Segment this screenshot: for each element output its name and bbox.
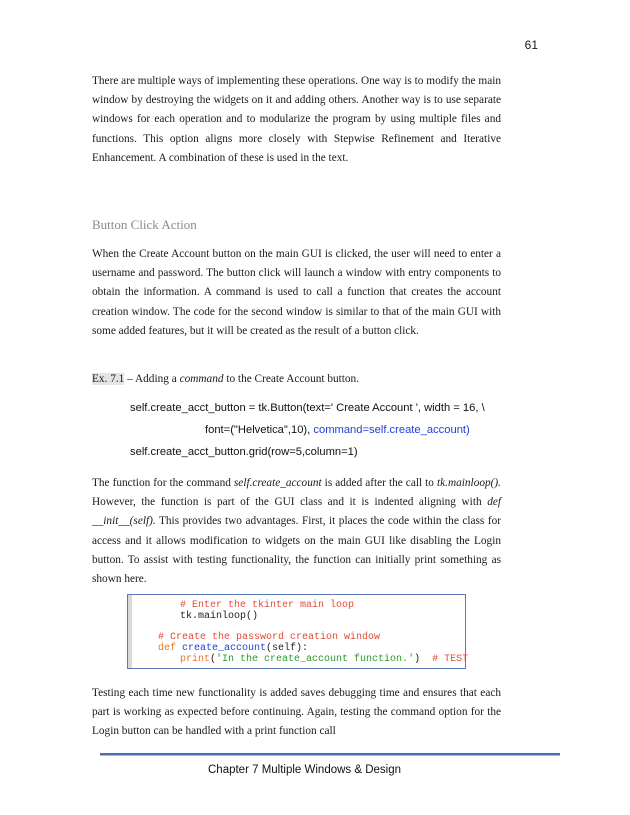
code-line-2-plain: font=("Helvetica",10), (205, 424, 314, 436)
code-print-comment: # TEST (432, 654, 469, 665)
code-gutter (128, 595, 132, 668)
code-print-open: ( (210, 654, 217, 665)
page-number: 61 (524, 38, 538, 52)
code-line-1: self.create_acct_button = tk.Button(text=' Create Account ', width = 16, \ (130, 402, 485, 414)
function-paragraph (92, 474, 501, 589)
example-label: Ex. 7.1 (92, 373, 125, 385)
example-rest: to the Create Account button. (223, 373, 360, 385)
fp-text-1: The function for the command (92, 477, 234, 489)
footer-chapter: Chapter 7 Multiple Windows & Design (208, 764, 402, 776)
code-print-close: ) (414, 654, 433, 665)
code-def-keyword: def (158, 643, 183, 654)
footer-rule-light (100, 755, 560, 756)
code-screenshot (127, 594, 469, 669)
button-click-paragraph: When the Create Account button on the main GUI is clicked, the user will need to enter a username and password. The button click will launch a window with entry components to obtain the information. A command is used to call a function that creates the account creation window. The code for the second window is similar to that of the main GUI with some added features, but it will be created as the result of a button click. (92, 248, 501, 337)
fp-italic-1: self.create_account (233, 477, 322, 489)
fp-text-2: is added after the call to (321, 477, 437, 489)
fp-text-4: This provides two advantages. First, it places the code within the class for access and it allows modification to widgets on the main GUI like disabling the Login button. To assist with testing functionality, the function can initially print something as shown here. (92, 515, 501, 586)
code-def-name: create_account (182, 643, 267, 654)
section-heading: Button Click Action (92, 217, 197, 232)
testing-paragraph: Testing each time new functionality is added saves debugging time and ensures that each part is working as expected before continuing. Again, testing the command option for the Login button can be handled with a print function call (92, 687, 501, 738)
code-line-2-command: command=self.create_account) (313, 424, 470, 436)
code-line-3: self.create_acct_button.grid(row=5,column=1) (130, 446, 358, 458)
fp-italic-2: tk.mainloop(). (436, 477, 501, 489)
intro-paragraph: There are multiple ways of implementing these operations. One way is to modify the main window by destroying the widgets on it and adding others. Another way is to use separate windows for each operation and to modularize the program by using multiple files and functions. This option aligns more closely with Stepwise Refinement and Iterative Enhancement. A combination of these is used in the text. (92, 75, 501, 164)
fp-italic-3: def __init__(self). (92, 496, 501, 528)
example-dash: – Adding a (124, 373, 180, 385)
code-mainloop: tk.mainloop() (180, 611, 259, 622)
code-def-rest: (self): (266, 643, 309, 654)
code-comment-create: # Create the password creation window (158, 632, 381, 643)
code-line-2 (205, 424, 470, 436)
code-print-line (180, 654, 468, 665)
code-print-fn: print (180, 654, 211, 665)
example-italic: command (179, 373, 224, 385)
code-comment-mainloop: # Enter the tkinter main loop (180, 600, 355, 611)
fp-text-3: However, the function is part of the GUI class and it is indented aligning with (92, 496, 488, 509)
example-caption (92, 370, 359, 389)
code-def-line (158, 643, 308, 654)
code-print-string: 'In the create_account function.' (216, 654, 415, 665)
